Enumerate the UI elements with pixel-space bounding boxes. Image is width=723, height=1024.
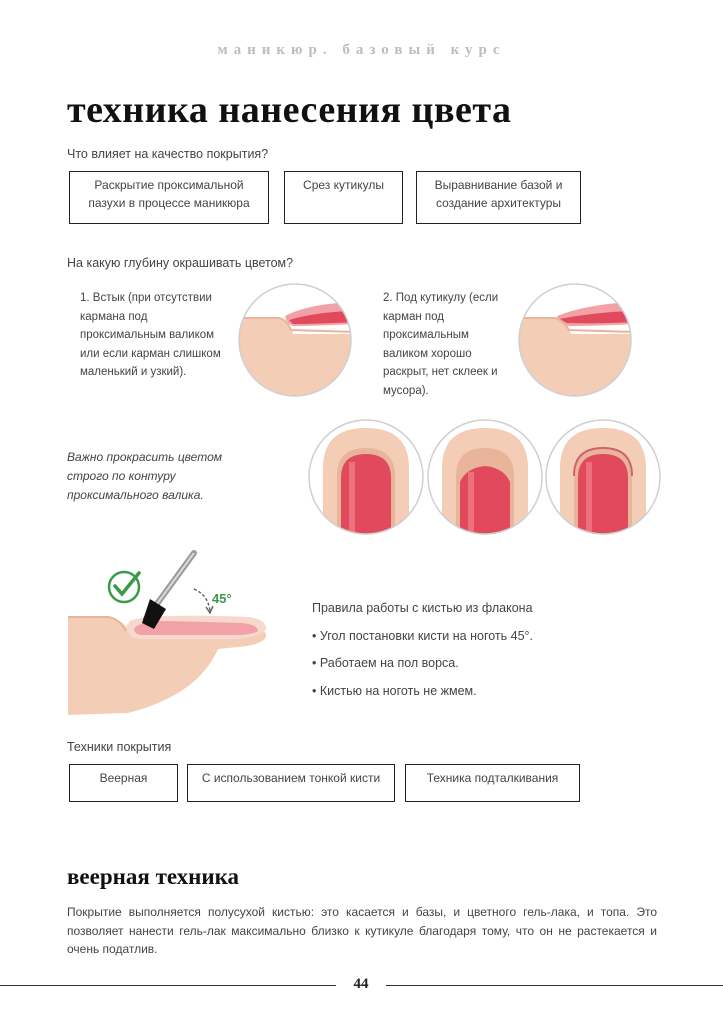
technique-box-push xyxy=(405,764,580,802)
footer-rule-left xyxy=(0,985,336,986)
techniques-title: Техники покрытия xyxy=(67,740,172,754)
text-line: проксимальным валиком xyxy=(80,329,215,341)
text-line: карман под xyxy=(383,310,445,323)
text-line: валиком хорошо xyxy=(383,347,472,360)
brush-rules-title: Правила работы с кистью из флакона xyxy=(312,601,533,615)
text-line: кармана под xyxy=(80,310,148,323)
nail-front-illustration-2 xyxy=(426,418,544,536)
option-flush-text xyxy=(80,289,221,382)
subsection-title: веерная техника xyxy=(67,864,240,889)
brush-rule-item: • Работаем на пол ворса. xyxy=(312,656,459,670)
brush-angle-illustration xyxy=(68,545,273,717)
nail-front-illustration-1 xyxy=(307,418,425,536)
text-line: или если карман слишком xyxy=(80,347,221,360)
factor-box-cuticle xyxy=(284,171,403,224)
subsection-paragraph: Покрытие выполняется полусухой кистью: это касается и базы, и цветного гель-лака, и топа. Это позволяет нанести гель-лак максимально близко к кутикуле благодаря тому, что он не растекается и очень податлив. xyxy=(67,905,657,956)
nail-flush-illustration xyxy=(237,282,353,398)
factor-text: Выравнивание базой и xyxy=(434,178,563,192)
factor-text: Раскрытие проксимальной xyxy=(94,178,244,192)
technique-text: Техника подталкивания xyxy=(426,771,559,785)
text-line: 2. Под кутикулу (если xyxy=(383,292,499,304)
technique-box-thin-brush xyxy=(187,764,395,802)
brush-rule-item: • Кистью на ноготь не жмем. xyxy=(312,684,477,698)
text-line: Важно прокрасить цветом xyxy=(67,450,222,464)
technique-text: С использованием тонкой кисти xyxy=(201,771,381,785)
question-depth: На какую глубину окрашивать цветом? xyxy=(67,256,294,270)
question-quality: Что влияет на качество покрытия? xyxy=(67,147,269,161)
factor-text: создание архитектуры xyxy=(435,196,562,210)
text-line: раскрыт, нет склеек и xyxy=(383,366,498,378)
check-icon xyxy=(106,569,142,605)
section-title: техника нанесения цвета xyxy=(67,89,512,131)
brush-rule-item: • Угол постановки кисти на ноготь 45°. xyxy=(312,629,533,643)
text-line: маленький и узкий). xyxy=(80,366,187,378)
technique-box-fan xyxy=(69,764,178,802)
text-line: мусора). xyxy=(383,384,429,397)
factor-box-architecture xyxy=(416,171,581,224)
footer-rule-right xyxy=(386,985,723,986)
factor-text: пазухи в процессе маникюра xyxy=(88,196,250,210)
option-under-cuticle-text xyxy=(383,289,498,400)
text-line: строго по контуру xyxy=(67,469,176,483)
factor-box-proximal xyxy=(69,171,269,224)
page-number: 44 xyxy=(353,976,369,992)
angle-label: 45° xyxy=(212,591,232,606)
text-line: 1. Встык (при отсутствии xyxy=(80,292,212,304)
nail-under-cuticle-illustration xyxy=(517,282,633,398)
important-note xyxy=(67,448,222,505)
text-line: проксимального валика. xyxy=(67,488,204,502)
text-line: проксимальным xyxy=(383,329,469,341)
running-header: маникюр. базовый курс xyxy=(217,42,506,58)
factor-text: Срез кутикулы xyxy=(303,178,384,192)
nail-front-illustration-3 xyxy=(544,418,662,536)
technique-text: Веерная xyxy=(99,771,148,785)
